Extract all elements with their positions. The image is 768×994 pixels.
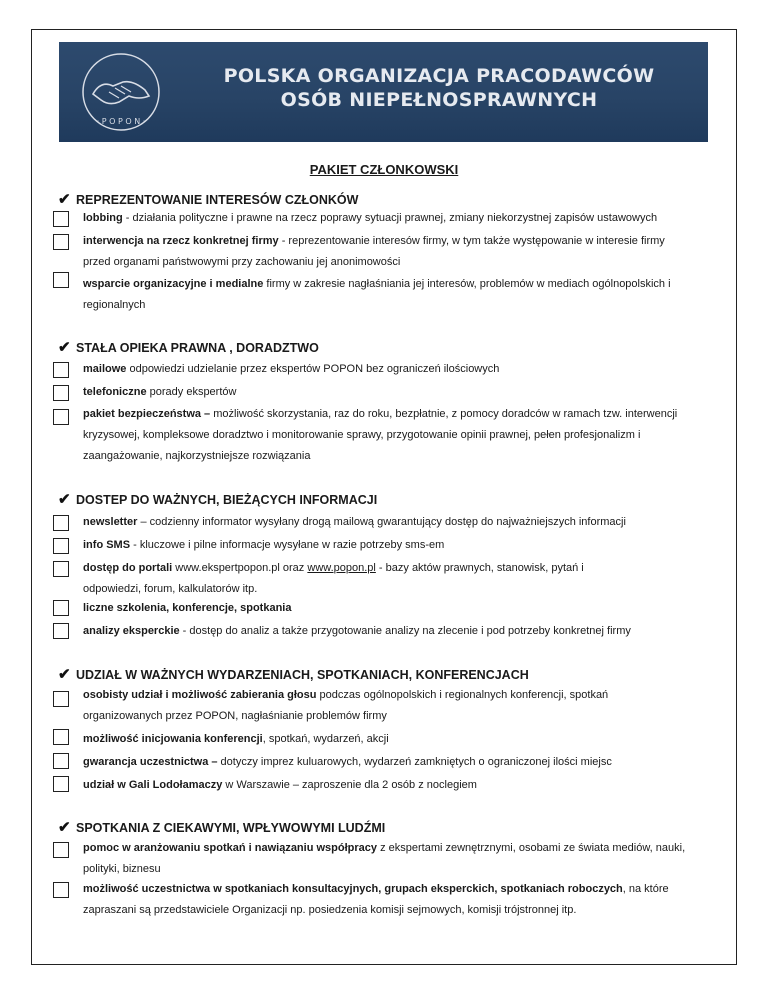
checkbox-mailowe[interactable] bbox=[53, 362, 69, 378]
item-portale: dostęp do portali www.ekspertpopon.pl oraz www.popon.pl - bazy aktów prawnych, stanowisk, pytań i odpowiedzi, forum, kalkulatorów itp. bbox=[83, 562, 584, 595]
checkbox-lobbing[interactable] bbox=[53, 211, 69, 227]
item-gala: udział w Gali Lodołamaczy w Warszawie – zaproszenie dla 2 osób z noclegiem bbox=[83, 779, 477, 791]
checkbox-wsparcie[interactable] bbox=[53, 272, 69, 288]
popon-link[interactable]: www.popon.pl bbox=[307, 562, 376, 574]
checkbox-gala[interactable] bbox=[53, 776, 69, 792]
item-udzial: osobisty udział i możliwość zabierania głosu podczas ogólnopolskich i regionalnych konferencji, spotkań organizowanych przez POPON, nagłaśnianie problemów firmy bbox=[83, 689, 609, 722]
section-events: ✔ UDZIAŁ W WAŻNYCH WYDARZENIACH, SPOTKANIACH, KONFERENCJACH bbox=[58, 666, 529, 683]
item-interwencja: interwencja na rzecz konkretnej firmy - reprezentowanie interesów firmy, w tym także występowanie w interesie firmy przed organami państwowymi przy zachowaniu jej anonimowości bbox=[83, 235, 665, 268]
item-lobbing: lobbing - działania polityczne i prawne na rzecz poprawy sytuacji prawnej, zmiany niekorzystnej zapisów ustawowych bbox=[83, 212, 658, 224]
item-pakiet: pakiet bezpieczeństwa – możliwość skorzystania, raz do roku, bezpłatnie, z pomocy doradców w ramach tzw. interwencji kryzysowej, kompleksowe doradztwo i monitorowanie sprawy, przygotowanie opinii prawnej, pełen profesjonalizm i zaangażowanie, najkorzystniejsze rozwiązania bbox=[83, 408, 678, 462]
checkbox-konsultacje[interactable] bbox=[53, 882, 69, 898]
checkbox-telefoniczne[interactable] bbox=[53, 385, 69, 401]
item-wsparcie: wsparcie organizacyjne i medialne firmy w zakresie nagłaśniania jej interesów, problemów w mediach ogólnopolskich i regionalnych bbox=[83, 278, 671, 311]
header-line1: POLSKA ORGANIZACJA PRACODAWCÓW bbox=[223, 65, 655, 87]
checkmark-icon: ✔ bbox=[58, 191, 71, 208]
checkbox-udzial[interactable] bbox=[53, 691, 69, 707]
checkmark-icon: ✔ bbox=[58, 666, 71, 683]
item-aranzowanie: pomoc w aranżowaniu spotkań i nawiązaniu współpracy z ekspertami zewnętrznymi, osobami ze świata mediów, nauki, polityki, biznesu bbox=[83, 842, 686, 875]
section-information: ✔ DOSTEP DO WAŻNYCH, BIEŻĄCYCH INFORMACJI bbox=[58, 491, 378, 508]
header-line2: OSÓB NIEPEŁNOSPRAWNYCH bbox=[280, 89, 598, 111]
section-meetings: ✔ SPOTKANIA Z CIEKAWYMI, WPŁYWOWYMI LUDŹMI bbox=[58, 819, 386, 836]
checkmark-icon: ✔ bbox=[58, 491, 71, 508]
checkmark-icon: ✔ bbox=[58, 339, 71, 356]
checkbox-info-sms[interactable] bbox=[53, 538, 69, 554]
logo-text: · P O P O N · bbox=[96, 117, 146, 126]
checkbox-portale[interactable] bbox=[53, 561, 69, 577]
page-title: PAKIET CZŁONKOWSKI bbox=[309, 162, 459, 177]
checkbox-analizy[interactable] bbox=[53, 623, 69, 639]
item-szkolenia: liczne szkolenia, konferencje, spotkania bbox=[83, 602, 292, 614]
header-banner bbox=[59, 42, 708, 142]
item-telefoniczne: telefoniczne porady ekspertów bbox=[83, 386, 237, 398]
section-representation: ✔ REPREZENTOWANIE INTERESÓW CZŁONKÓW bbox=[58, 191, 359, 208]
checkbox-szkolenia[interactable] bbox=[53, 600, 69, 616]
popon-logo bbox=[79, 50, 163, 134]
section-legal: ✔ STAŁA OPIEKA PRAWNA , DORADZTWO bbox=[58, 339, 319, 356]
checkbox-inicjowanie[interactable] bbox=[53, 729, 69, 745]
checkmark-icon: ✔ bbox=[58, 819, 71, 836]
item-konsultacje: możliwość uczestnictwa w spotkaniach konsultacyjnych, grupach eksperckich, spotkaniach roboczych, na które zapraszani są przedstawiciele Organizacji np. posiedzenia komisji sejmowych, komisji trójstronnej itp. bbox=[83, 883, 669, 916]
item-gwarancja: gwarancja uczestnictwa – dotyczy imprez kuluarowych, wydarzeń zamkniętych o ograniczonej ilości miejsc bbox=[83, 756, 612, 768]
item-analizy: analizy eksperckie - dostęp do analiz a także przygotowanie analizy na zlecenie i pod potrzeby konkretnej firmy bbox=[83, 625, 631, 637]
checkbox-gwarancja[interactable] bbox=[53, 753, 69, 769]
checkbox-interwencja[interactable] bbox=[53, 234, 69, 250]
item-newsletter: newsletter – codzienny informator wysyłany drogą mailową gwarantujący dostęp do najważniejszych informacji bbox=[83, 516, 626, 528]
item-info-sms: info SMS - kluczowe i pilne informacje wysyłane w razie potrzeby sms-em bbox=[83, 539, 445, 551]
item-inicjowanie: możliwość inicjowania konferencji, spotkań, wydarzeń, akcji bbox=[83, 733, 389, 745]
checkbox-pakiet[interactable] bbox=[53, 409, 69, 425]
checkbox-newsletter[interactable] bbox=[53, 515, 69, 531]
item-mailowe: mailowe odpowiedzi udzielanie przez ekspertów POPON bez ograniczeń ilościowych bbox=[83, 363, 500, 375]
organization-name bbox=[179, 64, 699, 112]
checkbox-aranzowanie[interactable] bbox=[53, 842, 69, 858]
